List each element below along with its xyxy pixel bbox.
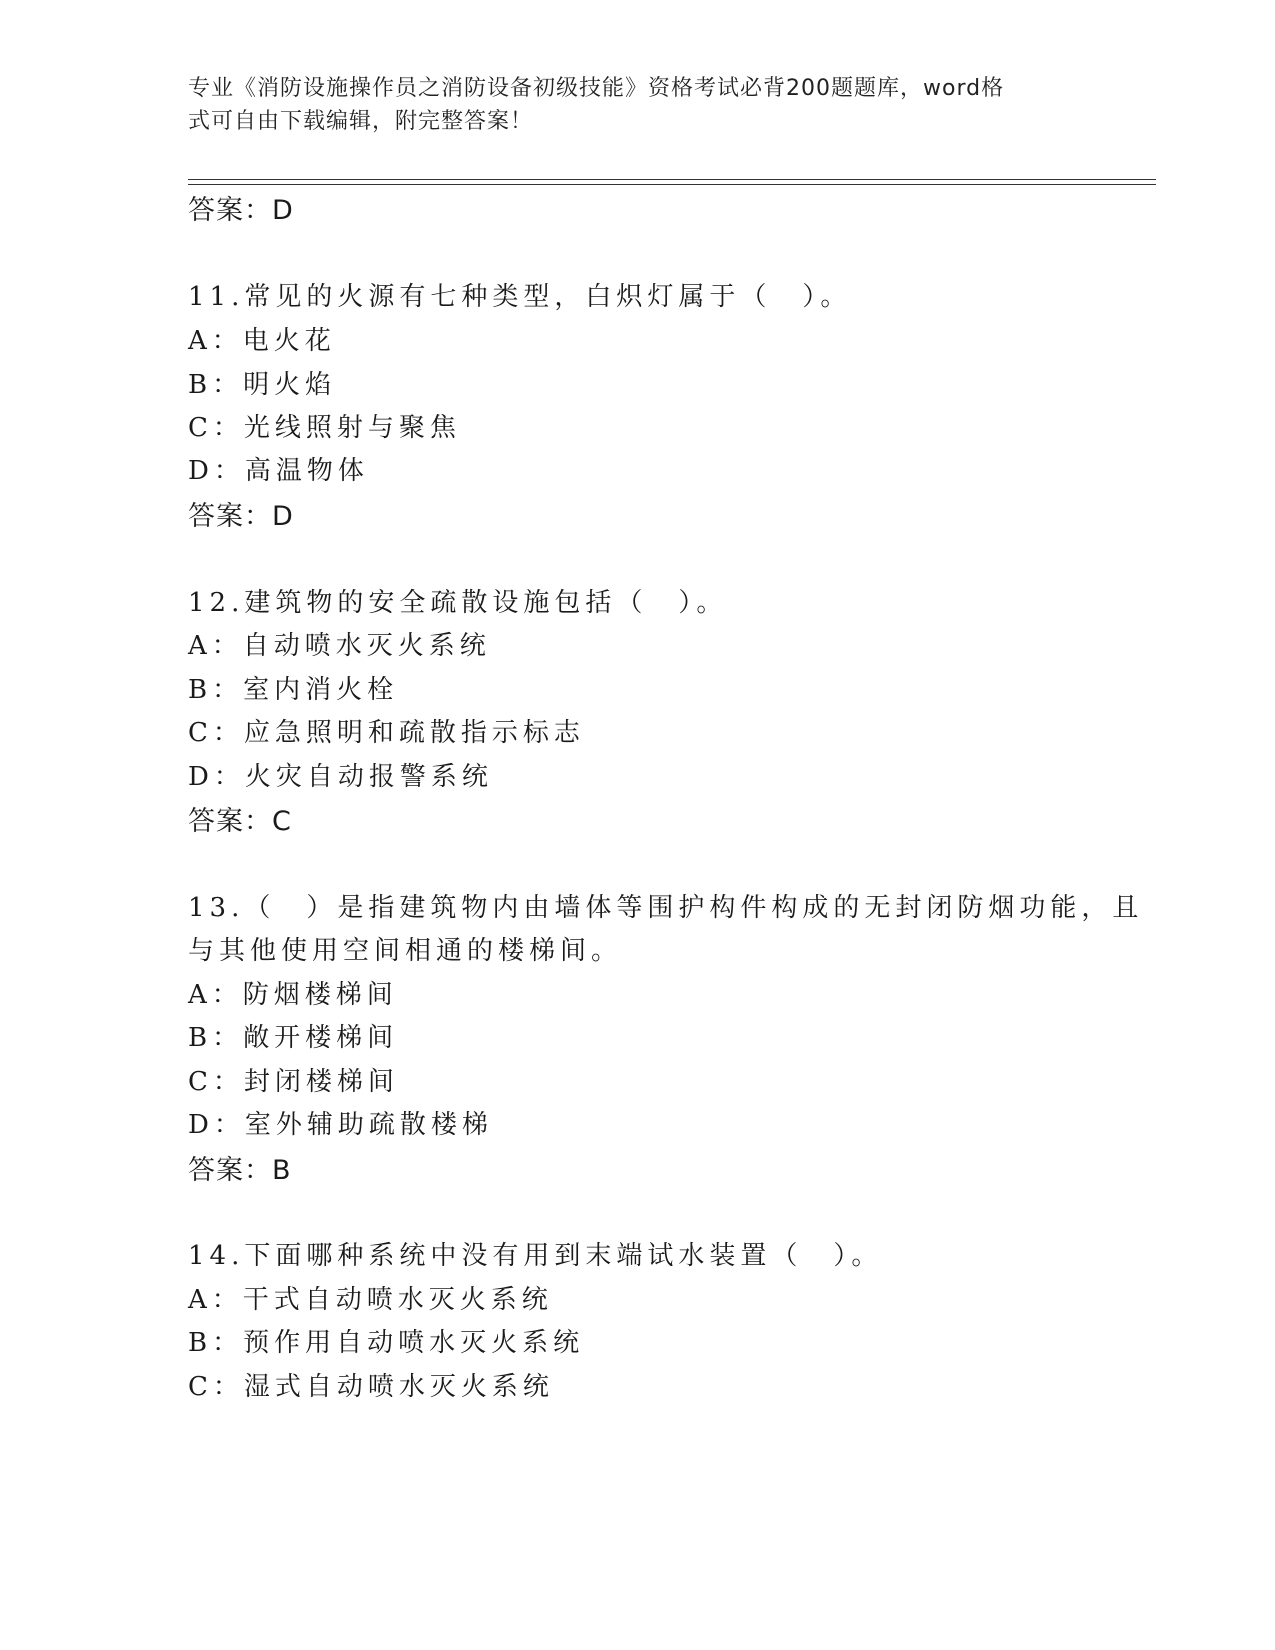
question-option: B：室内消火栓 <box>188 675 399 705</box>
header-divider-top <box>188 179 1156 180</box>
header-divider-bottom <box>188 184 1156 185</box>
question-option: D：火灾自动报警系统 <box>188 762 493 792</box>
header-line-2: 式可自由下载编辑，附完整答案！ <box>188 109 534 134</box>
answer-line: 答案：D <box>188 195 294 226</box>
question-stem: 11.常见的火源有七种类型，白炽灯属于（ ）。 <box>188 282 852 312</box>
question-stem: 12.建筑物的安全疏散设施包括（ ）。 <box>188 588 728 618</box>
document-header <box>188 72 1068 138</box>
question-option: A：防烟楼梯间 <box>188 980 398 1010</box>
question-option: D：室外辅助疏散楼梯 <box>188 1110 493 1140</box>
question-option: C：湿式自动喷水灭火系统 <box>188 1372 554 1402</box>
question-option: B：明火焰 <box>188 370 337 400</box>
question-stem: 13.（ ）是指建筑物内由墙体等围护构件构成的无封闭防烟功能，且 <box>188 893 1144 923</box>
answer-line: 答案：C <box>188 806 292 837</box>
question-stem: 14.下面哪种系统中没有用到末端试水装置（ ）。 <box>188 1241 883 1271</box>
answer-line: 答案：B <box>188 1155 292 1186</box>
question-option: B：预作用自动喷水灭火系统 <box>188 1328 585 1358</box>
question-option: C：封闭楼梯间 <box>188 1067 399 1097</box>
question-option: A：干式自动喷水灭火系统 <box>188 1285 553 1315</box>
question-stem-continued: 与其他使用空间相通的楼梯间。 <box>188 936 623 966</box>
answer-line: 答案：D <box>188 501 294 532</box>
question-option: A：自动喷水灭火系统 <box>188 631 491 661</box>
question-option: D：高温物体 <box>188 456 369 486</box>
question-option: C：光线照射与聚焦 <box>188 413 461 443</box>
header-line-1: 专业《消防设施操作员之消防设备初级技能》资格考试必背200题题库，word格 <box>188 76 1005 101</box>
question-option: C：应急照明和疏散指示标志 <box>188 718 585 748</box>
question-option: A：电火花 <box>188 326 336 356</box>
question-option: B：敞开楼梯间 <box>188 1023 399 1053</box>
